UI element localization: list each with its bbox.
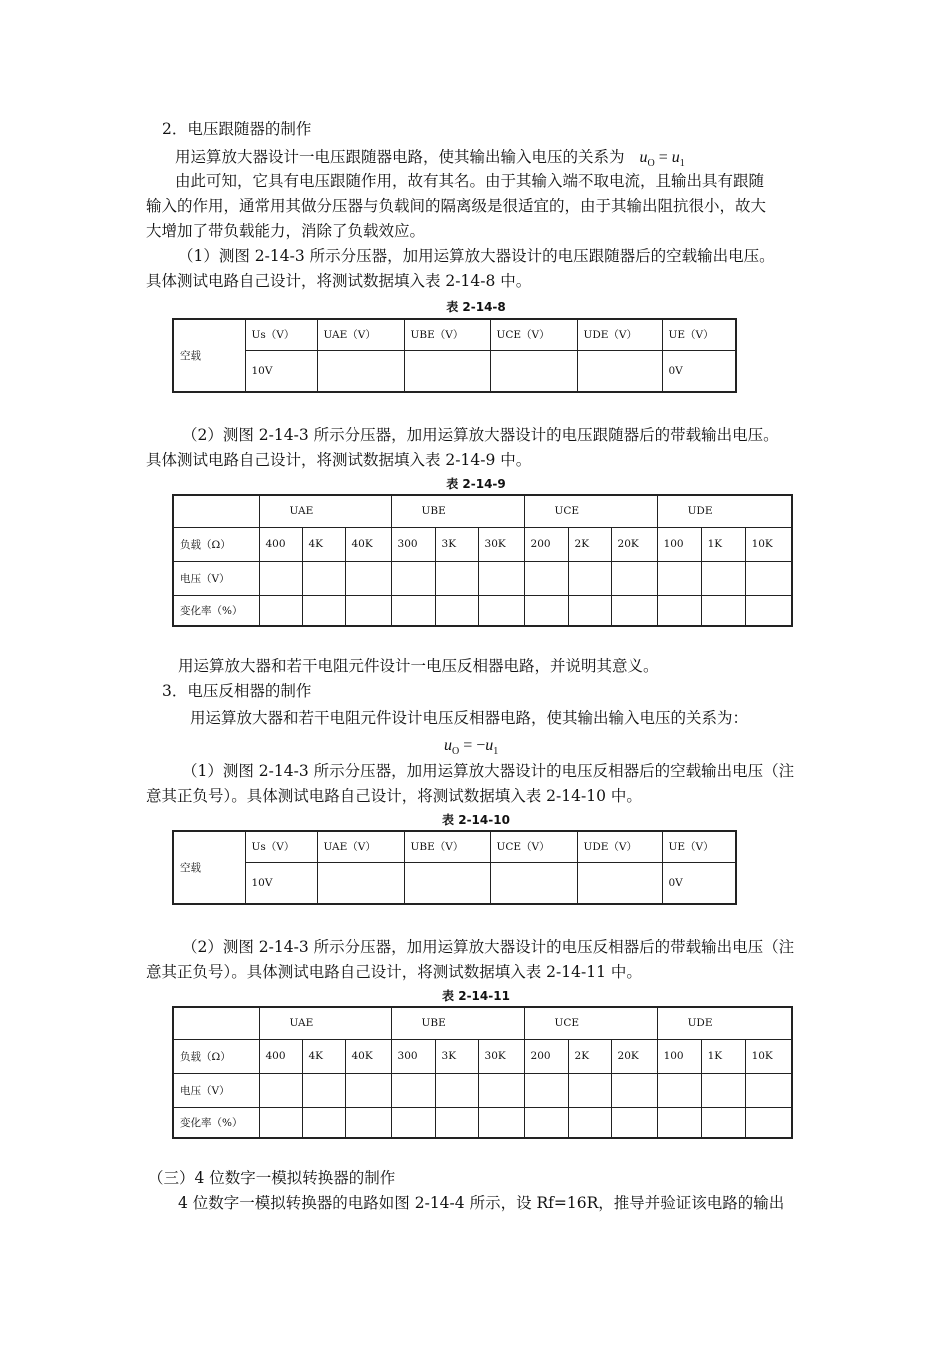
load-value: 300	[391, 1039, 435, 1073]
table-2-14-10	[172, 830, 737, 905]
header-cell: UAE（V）	[317, 319, 404, 350]
table4-caption: 表 2-14-11	[442, 989, 510, 1003]
header-cell: UBE（V）	[404, 319, 490, 350]
header-cell: UDE（V）	[577, 319, 662, 350]
value-cell: 10V	[245, 862, 317, 904]
load-value: 30K	[478, 527, 524, 561]
section4-heading: （三）4 位数字一模拟转换器的制作	[148, 1169, 396, 1187]
section2-item2-line: （2）测图 2-14-3 所示分压器，加用运算放大器设计的电压跟随器后的带载输出电压。	[182, 426, 779, 444]
header-cell: UE（V）	[662, 831, 736, 862]
group-header: UAE	[259, 1007, 391, 1039]
voltage-label: 电压（V）	[173, 1073, 259, 1107]
section2-heading: 2．电压跟随器的制作	[162, 120, 312, 138]
section2-formula: $u_O = u_1$	[639, 149, 685, 170]
table2-caption: 表 2-14-9	[446, 477, 506, 491]
section3-item1-line: 意其正负号）。具体测试电路自己设计，将测试数据填入表 2-14-10 中。	[146, 787, 642, 805]
table-2-14-9	[172, 494, 793, 627]
load-value: 10K	[745, 1039, 792, 1073]
table-2-14-11	[172, 1006, 793, 1139]
load-value: 2K	[568, 527, 611, 561]
load-value: 400	[259, 1039, 302, 1073]
corner-cell	[173, 495, 259, 527]
load-value: 1K	[701, 1039, 745, 1073]
bridge-text: 用运算放大器和若干电阻元件设计一电压反相器电路，并说明其意义。	[178, 657, 659, 675]
header-cell: UCE（V）	[490, 319, 577, 350]
section2-item2-line: 具体测试电路自己设计，将测试数据填入表 2-14-9 中。	[146, 451, 532, 469]
section2-item1-line: （1）测图 2-14-3 所示分压器，加用运算放大器设计的电压跟随器后的空载输出电压。	[178, 247, 775, 265]
header-cell: UCE（V）	[490, 831, 577, 862]
load-value: 100	[657, 1039, 701, 1073]
load-value: 30K	[478, 1039, 524, 1073]
corner-cell	[173, 1007, 259, 1039]
load-value: 4K	[302, 527, 345, 561]
value-cell	[577, 350, 662, 392]
load-value: 20K	[611, 1039, 657, 1073]
group-header: UDE	[657, 1007, 792, 1039]
table3-caption: 表 2-14-10	[442, 813, 510, 827]
load-value: 10K	[745, 527, 792, 561]
voltage-label: 电压（V）	[173, 561, 259, 595]
section3-formula: $u_O = -u_1$	[444, 737, 499, 758]
rate-label: 变化率（%）	[173, 595, 259, 626]
row-label-no-load: 空载	[173, 831, 245, 904]
load-value: 200	[524, 527, 568, 561]
header-cell: UDE（V）	[577, 831, 662, 862]
header-cell: Us（V）	[245, 831, 317, 862]
section4-line: 4 位数字一模拟转换器的电路如图 2-14-4 所示，设 Rf=16R，推导并验证该电路的输出	[178, 1194, 785, 1212]
group-header: UDE	[657, 495, 792, 527]
section2-para-line: 由此可知，它具有电压跟随作用，故有其名。由于其输入端不取电流，且输出具有跟随	[175, 172, 765, 190]
load-value: 40K	[345, 527, 391, 561]
load-value: 4K	[302, 1039, 345, 1073]
section3-item2-line: （2）测图 2-14-3 所示分压器，加用运算放大器设计的电压反相器后的带载输出电压（注	[182, 938, 795, 956]
value-cell	[577, 862, 662, 904]
load-value: 1K	[701, 527, 745, 561]
section2-para-line: 输入的作用，通常用其做分压器与负载间的隔离级是很适宜的，由于其输出阻抗很小，故大	[146, 197, 767, 215]
load-value: 20K	[611, 527, 657, 561]
value-cell	[404, 862, 490, 904]
load-value: 300	[391, 527, 435, 561]
section2-para-line: 大增加了带负载能力，消除了负载效应。	[146, 222, 426, 240]
group-header: UAE	[259, 495, 391, 527]
section3-heading: 3．电压反相器的制作	[162, 682, 312, 700]
group-header: UCE	[524, 1007, 657, 1039]
section3-item1-line: （1）测图 2-14-3 所示分压器，加用运算放大器设计的电压反相器后的空载输出电压（注	[182, 762, 795, 780]
value-cell	[317, 862, 404, 904]
section3-intro: 用运算放大器和若干电阻元件设计电压反相器电路，使其输出输入电压的关系为：	[190, 709, 749, 727]
load-value: 3K	[435, 1039, 478, 1073]
group-header: UCE	[524, 495, 657, 527]
load-label: 负载（Ω）	[173, 527, 259, 561]
section3-item2-line: 意其正负号）。具体测试电路自己设计，将测试数据填入表 2-14-11 中。	[146, 963, 642, 981]
value-cell	[404, 350, 490, 392]
value-cell: 0V	[662, 350, 736, 392]
value-cell	[317, 350, 404, 392]
load-value: 100	[657, 527, 701, 561]
group-header: UBE	[391, 495, 524, 527]
load-value: 3K	[435, 527, 478, 561]
table-2-14-8	[172, 318, 737, 393]
load-value: 400	[259, 527, 302, 561]
table1-caption: 表 2-14-8	[446, 300, 506, 314]
header-cell: UAE（V）	[317, 831, 404, 862]
load-value: 40K	[345, 1039, 391, 1073]
value-cell: 10V	[245, 350, 317, 392]
section2-item1-line: 具体测试电路自己设计，将测试数据填入表 2-14-8 中。	[146, 272, 532, 290]
row-label-no-load: 空载	[173, 319, 245, 392]
header-cell: Us（V）	[245, 319, 317, 350]
value-cell: 0V	[662, 862, 736, 904]
value-cell	[490, 862, 577, 904]
header-cell: UE（V）	[662, 319, 736, 350]
group-header: UBE	[391, 1007, 524, 1039]
section2-intro-text: 用运算放大器设计一电压跟随器电路，使其输出输入电压的关系为	[175, 148, 625, 166]
load-value: 2K	[568, 1039, 611, 1073]
rate-label: 变化率（%）	[173, 1107, 259, 1138]
load-label: 负载（Ω）	[173, 1039, 259, 1073]
value-cell	[490, 350, 577, 392]
header-cell: UBE（V）	[404, 831, 490, 862]
load-value: 200	[524, 1039, 568, 1073]
